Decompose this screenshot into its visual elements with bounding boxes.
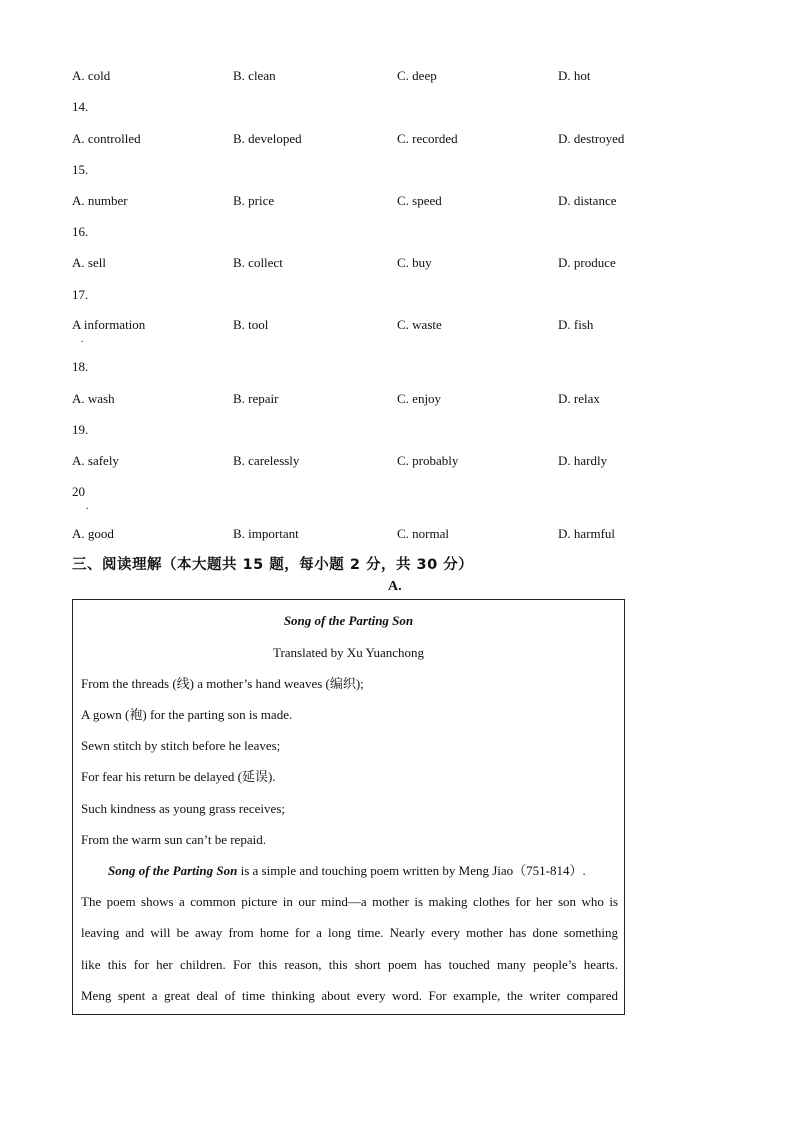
option-a: A. wash [72,391,115,406]
poem-translator: Translated by Xu Yuanchong [272,645,425,660]
option-a: A. good [72,526,114,541]
poem-line: From the warm sun can’t be repaid. [81,832,266,847]
option-d: D. relax [558,391,600,406]
option-d: D. distance [558,193,617,208]
poem-line: Such kindness as young grass receives; [81,801,285,816]
option-c: C. recorded [397,131,458,146]
passage-label: A. [388,579,402,594]
question-number-17: 17. [72,287,89,302]
stray-dot: . [81,334,84,345]
option-b: B. tool [233,317,269,332]
option-d: D. destroyed [558,131,625,146]
paragraph-line: like this for her children. For this reason, this short poem has touched many people’s hearts. [81,957,618,972]
passage-box [72,599,625,1015]
option-d: D. hot [558,68,591,83]
option-a: A. controlled [72,131,141,146]
paragraph-line: Meng spent a great deal of time thinking about every word. For example, the writer compared [81,988,618,1003]
option-b: B. carelessly [233,453,300,468]
option-c: C. normal [397,526,449,541]
paragraph-lead-title: Song of the Parting Son [108,863,238,878]
option-b: B. collect [233,255,283,270]
option-c: C. waste [397,317,442,332]
option-a: A. number [72,193,128,208]
option-c: C. buy [397,255,432,270]
question-number-16: 16. [72,224,89,239]
option-b: B. developed [233,131,302,146]
option-a: A. sell [72,255,106,270]
option-b: B. important [233,526,299,541]
poem-line: From the threads (线) a mother’s hand weaves (编织); [81,676,364,691]
question-number-20: 20 [72,484,85,499]
poem-line: Sewn stitch by stitch before he leaves; [81,738,281,753]
option-c: C. speed [397,193,442,208]
poem-line: A gown (袍) for the parting son is made. [81,707,293,722]
option-c: C. deep [397,68,437,83]
question-number-19: 19. [72,422,89,437]
option-a: A. safely [72,453,119,468]
question-number-15: 15. [72,162,89,177]
option-d: D. hardly [558,453,608,468]
option-d: D. produce [558,255,616,270]
option-d: D. fish [558,317,594,332]
paragraph-lead-rest: is a simple and touching poem written by Meng Jiao（751-814）. [237,863,586,878]
paragraph-line: The poem shows a common picture in our mind—a mother is making clothes for her son who is [81,894,618,909]
question-number-14: 14. [72,99,89,114]
option-b: B. repair [233,391,279,406]
question-number-18: 18. [72,359,89,374]
option-a: A. cold [72,68,111,83]
stray-dot: . [86,501,89,512]
option-b: B. price [233,193,275,208]
option-a: A information [72,317,146,332]
option-c: C. enjoy [397,391,442,406]
poem-title: Song of the Parting Son [283,613,414,628]
paragraph-line: leaving and will be away from home for a long time. Nearly every mother has done something [81,925,618,940]
option-b: B. clean [233,68,276,83]
option-d: D. harmful [558,526,616,541]
option-c: C. probably [397,453,459,468]
section-heading: 三、阅读理解（本大题共 15 题，每小题 2 分，共 30 分） [72,557,474,573]
paragraph-lead [108,863,586,879]
poem-line: For fear his return be delayed (延误). [81,769,276,784]
